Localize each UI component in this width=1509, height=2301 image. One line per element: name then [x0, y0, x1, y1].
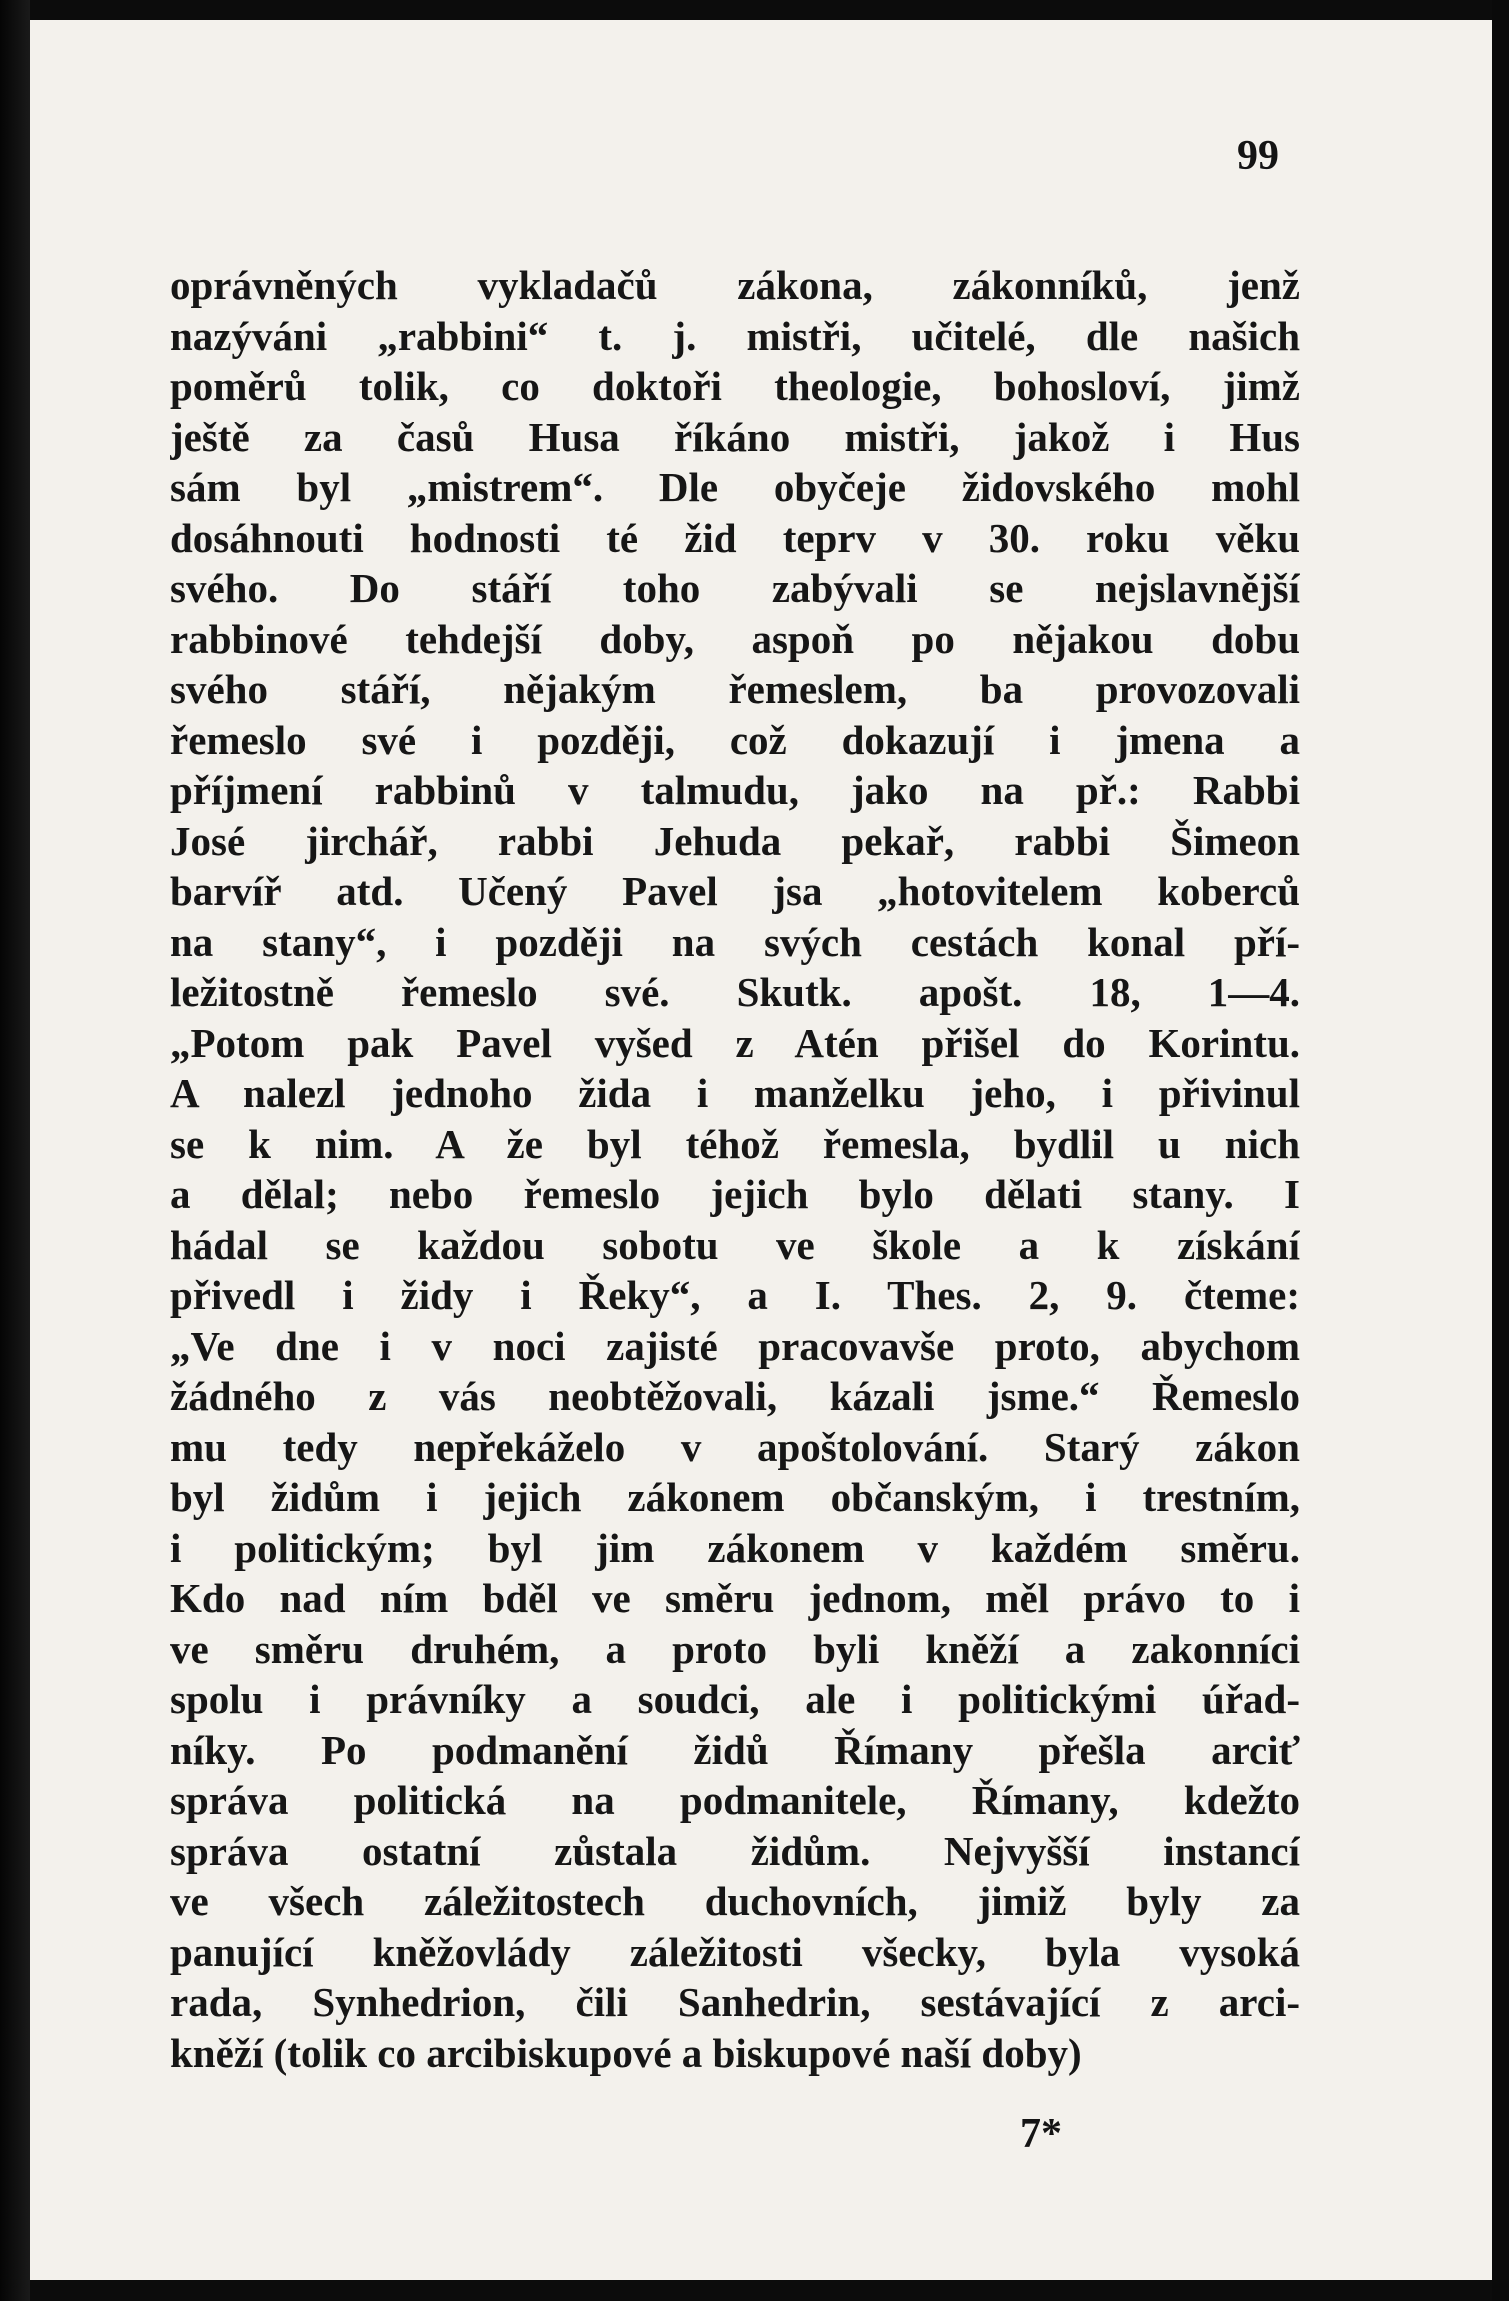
text-line: „Potom pak Pavel vyšed z Atén přišel do Korintu.	[170, 1019, 1300, 1066]
text-line: spolu i právníky a soudci, ale i politickými úřad-	[170, 1676, 1300, 1722]
text-line: rada, Synhedrion, čili Sanhedrin, sestávající z arci-	[170, 1979, 1300, 2025]
text-line: přivedl i židy i Řeky“, a I. Thes. 2, 9. čteme:	[170, 1272, 1300, 1318]
text-line: správa ostatní zůstala židům. Nejvyšší instancí	[170, 1827, 1300, 1874]
text-line: panující kněžovlády záležitosti všecky, byla vysoká	[170, 1928, 1300, 1975]
text-line: správa politická na podmanitele, Římany, kdežto	[170, 1777, 1300, 1823]
text-line: rabbinové tehdejší doby, aspoň po nějakou dobu	[170, 615, 1300, 662]
text-line: hádal se každou sobotu ve škole a k získání	[170, 1221, 1300, 1268]
text-line: na stany“, i později na svých cestách konal pří-	[170, 918, 1300, 965]
text-line: i politickým; byl jim zákonem v každém směru.	[170, 1524, 1300, 1571]
text-line: ve směru druhém, a proto byli kněží a zakonníci	[170, 1625, 1300, 1672]
text-line: oprávněných vykladačů zákona, zákonníků, jenž	[170, 262, 1300, 308]
text-line: A nalezl jednoho žida i manželku jeho, i přivinul	[170, 1070, 1300, 1116]
text-line: sám byl „mistrem“. Dle obyčeje židovského mohl	[170, 464, 1300, 510]
signature-mark: 7*	[1020, 2111, 1062, 2157]
text-line: „Ve dne i v noci zajisté pracovavše proto, abychom	[170, 1322, 1300, 1369]
text-line: ležitostně řemeslo své. Skutk. apošt. 18, 1—4.	[170, 969, 1300, 1015]
text-line: poměrů tolik, co doktoři theologie, bohosloví, jimž	[170, 363, 1300, 409]
text-line: José jirchář, rabbi Jehuda pekař, rabbi Šimeon	[170, 817, 1300, 864]
text-line: dosáhnouti hodnosti té žid teprv v 30. roku věku	[170, 514, 1300, 561]
text-line: níky. Po podmanění židů Římany přešla arciť	[170, 1726, 1300, 1773]
binding-shadow	[0, 0, 30, 2301]
text-line: žádného z vás neobtěžovali, kázali jsme.“ Řemeslo	[170, 1373, 1300, 1419]
book-page	[30, 20, 1492, 2280]
body-text	[170, 260, 1300, 2078]
page-number: 99	[1237, 133, 1279, 179]
text-line: řemeslo své i později, což dokazují i jmena a	[170, 716, 1300, 763]
text-line: mu tedy nepřekáželo v apoštolování. Starý zákon	[170, 1423, 1300, 1470]
text-line: barvíř atd. Učený Pavel jsa „hotovitelem koberců	[170, 868, 1300, 914]
text-line: kněží (tolik co arcibiskupové a biskupové naší doby)	[170, 2029, 1082, 2076]
text-line: a dělal; nebo řemeslo jejich bylo dělati stany. I	[170, 1171, 1300, 1217]
text-line: Kdo nad ním bděl ve směru jednom, měl právo to i	[170, 1575, 1300, 1621]
text-line: ve všech záležitostech duchovních, jimiž byly za	[170, 1878, 1300, 1924]
text-line: nazýváni „rabbini“ t. j. mistři, učitelé, dle našich	[170, 312, 1300, 359]
text-line: svého. Do stáří toho zabývali se nejslavnější	[170, 565, 1300, 611]
text-line: příjmení rabbinů v talmudu, jako na př.: Rabbi	[170, 767, 1300, 813]
text-line: byl židům i jejich zákonem občanským, i trestním,	[170, 1474, 1300, 1520]
text-line: ještě za časů Husa říkáno mistři, jakož i Hus	[170, 413, 1300, 460]
page-edge	[1492, 0, 1509, 2301]
text-line: svého stáří, nějakým řemeslem, ba provozovali	[170, 666, 1300, 712]
text-line: se k nim. A že byl téhož řemesla, bydlil u nich	[170, 1120, 1300, 1167]
